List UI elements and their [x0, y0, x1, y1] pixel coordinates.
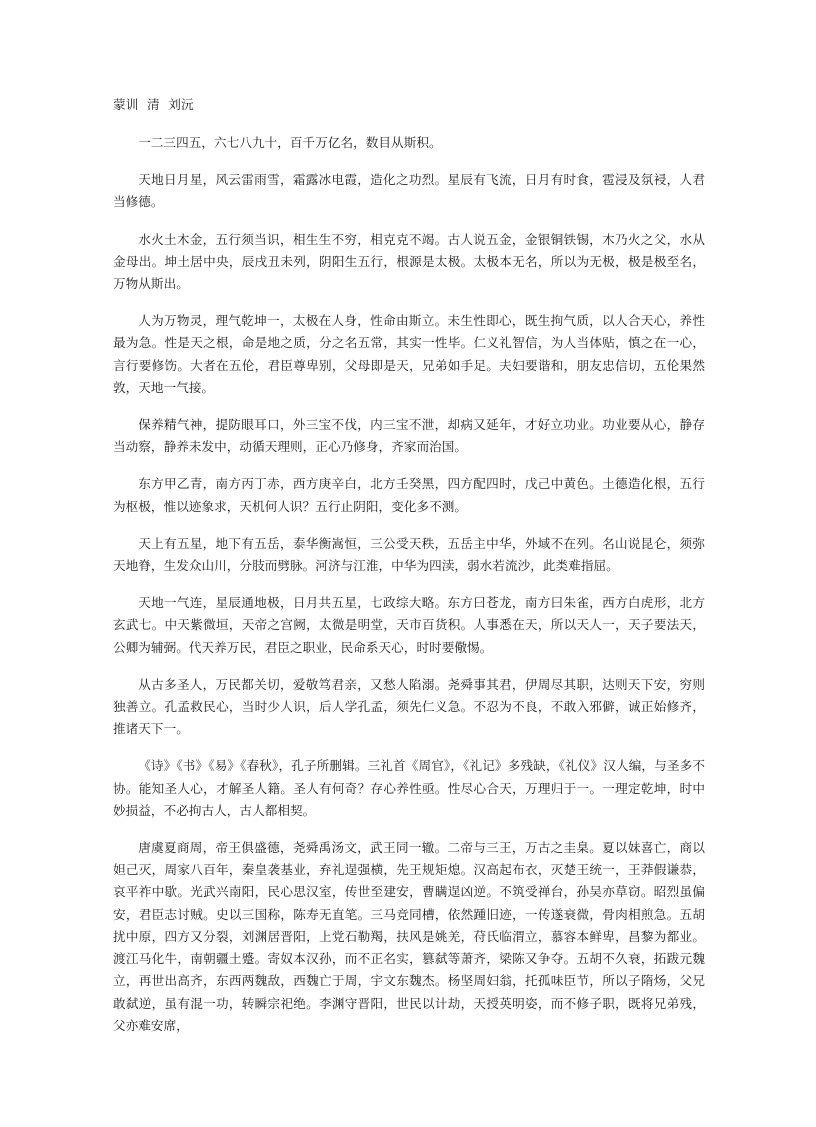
paragraph-11: 唐虞夏商周，帝王俱盛德，尧舜禹汤文，武王同一辙。二帝与三王，万古之圭臬。夏以妹喜亡，商以妲己灭，周家八百年，秦皇袭基业，弃礼逞强横，先王规矩熄。汉高起布衣，灭楚王统一，王莽假谦恭，哀平祚中歇。光武兴南阳，民心思汉室，传世至建安，曹瞒逞凶逆。不筑受禅台，孙吴亦草窃。昭烈虽偏安，君臣志讨贼。史以三国称，陈寿无直笔。三马竞同槽，依然踵旧迹，一传遂衰微，骨肉相煎急。五胡扰中原，四方又分裂，刘渊居晋阳，上党石勒羯，扶风是姚羌，苻氏临渭立，慕容本鲜卑，昌黎为都业。渡江马化牛，南朝疆土蹙。寄奴本汉孙，而不正名实，篡弑等萧齐，梁陈又争夺。五胡不久衰，拓跋元魏立，再世出高齐，东西两魏敌，西魏亡于周，宇文东魏杰。杨坚周妇翁，托孤味臣节，所以子隋炀，父兄敢弑逆，虽有混一功，转瞬宗祀绝。李渊守晋阳，世民以计劫，天授英明姿，而不修子职，既将兄弟残，父亦难安席， [113, 840, 705, 1033]
paragraph-4: 人为万物灵，理气乾坤一，太极在人身，性命由斯立。未生性即心，既生拘气质，以人合天心，养性最为急。性是天之根，命是地之质，分之名五常，其实一性毕。仁义礼智信，为人当体贴，慎之在一心，言行要修饬。大者在五伦，君臣尊卑别，父母即是天，兄弟如手足。夫妇要谐和，朋友忠信切，五伦果然敦，天地一气接。 [113, 313, 705, 395]
document-title: 蒙训 清 刘沅 [113, 97, 194, 112]
paragraph-5: 保养精气神，提防眼耳口，外三宝不伐，内三宝不泄，却病又延年，才好立功业。功业要从心，静存当动察，静养未发中，动循天理则，正心乃修身，齐家而治国。 [113, 417, 705, 455]
paragraph-9: 从古多圣人，万民都关切，爱敬笃君亲，又愁人陷溺。尧舜事其君，伊周尽其职，达则天下安，穷则独善立。孔孟救民心，当时少人识，后人学孔孟，须先仁义急。不忍为不良，不敢入邪僻，诚正始修齐，推诸天下一。 [113, 676, 705, 737]
paragraph-2: 天地日月星，风云雷雨雪，霜露冰电霞，造化之功烈。星辰有飞流，日月有时食，雹浸及氛祲，人君当修德。 [113, 172, 705, 210]
paragraph-3: 水火土木金，五行须当识，相生生不穷，相克克不竭。古人说五金，金银铜铁锡，木乃火之父，水从金母出。坤土居中央，辰戌丑未列，阴阳生五行，根源是太极。太极本无名，所以为无极，极是极至名，万物从斯出。 [113, 231, 705, 292]
paragraph-7: 天上有五星，地下有五岳，泰华衡嵩恒，三公受天秩，五岳主中华，外域不在列。名山说昆仑，须弥天地脊，生发众山川，分肢而劈脉。河济与江淮，中华为四渎，弱水若流沙，此类难指屈。 [113, 535, 705, 574]
paragraph-8: 天地一气连，星辰通地极，日月共五星，七政综大略。东方曰苍龙，南方曰朱雀，西方白虎形，北方玄武七。中天紫微垣，天帝之宫阙，太微是明堂，天市百货积。人事悉在天，所以天人一，天子要法天，公卿为辅弼。代天养万民，君臣之职业，民命系天心，时时要儆惕。 [113, 595, 705, 655]
paragraph-1: 一二三四五，六七八九十，百千万亿名，数目从斯积。 [138, 135, 442, 150]
paragraph-10: 《诗》《书》《易》《春秋》，孔子所删辑。三礼首《周官》，《礼记》多残缺，《礼仪》汉人编，与圣多不协。能知圣人心，才解圣人籍。圣人有何奇？存心养性亟。性尽心合天，万理归于一。一理定乾坤，时中妙损益，不必拘古人，古人都相契。 [113, 758, 705, 818]
paragraph-6: 东方甲乙青，南方丙丁赤，西方庚辛白，北方壬癸黑，四方配四时，戊己中黄色。土德造化根，五行为枢极，惟以迹象求，天机何人识？五行止阴阳，变化多不测。 [113, 476, 705, 514]
